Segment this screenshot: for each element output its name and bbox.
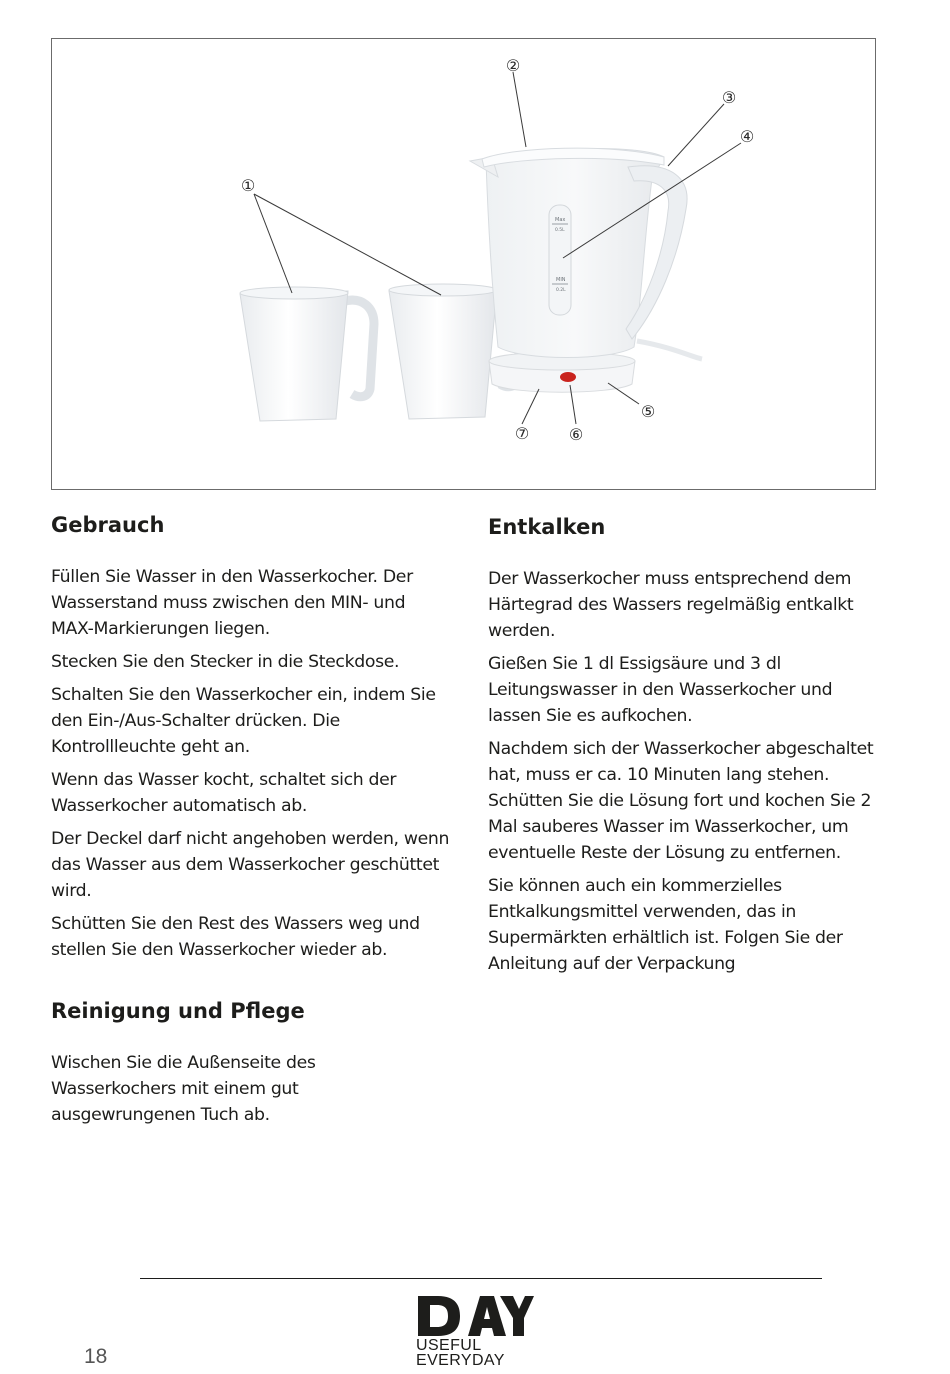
paragraph: Schalten Sie den Wasserkocher ein, indem Sie den Ein-/Aus-Schalter drücken. Die Kontrollleuchte geht an. — [51, 685, 436, 757]
tagline-useful: USEFUL — [416, 1337, 482, 1354]
paragraph: Stecken Sie den Stecker in die Steckdose. — [51, 652, 400, 672]
power-switch-indicator — [560, 372, 576, 382]
callout-2: ② — [505, 56, 521, 75]
paragraph: Wenn das Wasser kocht, schaltet sich der Wasserkocher automatisch ab. — [51, 770, 397, 816]
day-logo — [416, 1294, 536, 1370]
paragraph: Schütten Sie den Rest des Wassers weg und stellen Sie den Wasserkocher wieder ab. — [51, 914, 420, 960]
max-label: Max — [555, 217, 566, 223]
paragraph: Der Deckel darf nicht angehoben werden, wenn das Wasser aus dem Wasserkocher geschüttet wird. — [51, 829, 450, 901]
heading-gebrauch: Gebrauch — [51, 513, 165, 537]
paragraph: Sie können auch ein kommerzielles Entkalkungsmittel verwenden, das in Supermärkten erhältlich ist. Folgen Sie der Anleitung auf der Verpackung — [488, 876, 843, 974]
product-figure — [51, 38, 876, 490]
heading-reinigung-und-pflege: Reinigung und Pflege — [51, 999, 305, 1023]
kettle-body — [470, 148, 687, 357]
paragraph: Füllen Sie Wasser in den Wasserkocher. Der Wasserstand muss zwischen den MIN- und MAX-Markierungen liegen. — [51, 567, 413, 639]
power-cord — [637, 341, 702, 359]
right-column — [488, 510, 888, 984]
max-volume-label: 0.5L — [555, 228, 565, 233]
callout-4: ④ — [739, 127, 755, 146]
paragraph: Der Wasserkocher muss entsprechend dem Härtegrad des Wassers regelmäßig entkalkt werden. — [488, 569, 854, 641]
callout-3: ③ — [721, 88, 737, 107]
callout-7: ⑦ — [514, 424, 530, 443]
page-number: 18 — [84, 1345, 108, 1368]
left-column — [51, 508, 451, 1135]
heading-entkalken: Entkalken — [488, 515, 606, 539]
min-label: MIN — [556, 277, 566, 283]
callout-6: ⑥ — [568, 425, 584, 444]
day-wordmark — [416, 1294, 536, 1338]
paragraph: Wischen Sie die Außenseite des Wasserkochers mit einem gut ausgewrungenen Tuch ab. — [51, 1053, 316, 1125]
tagline-everyday: EVERYDAY — [416, 1352, 505, 1369]
paragraph: Gießen Sie 1 dl Essigsäure und 3 dl Leitungswasser in den Wasserkocher und lassen Sie es aufkochen. — [488, 654, 833, 726]
footer-divider — [140, 1278, 822, 1279]
min-volume-label: 0.2L — [556, 288, 566, 293]
callout-1: ① — [240, 176, 256, 195]
kettle-set-illustration — [52, 39, 877, 491]
paragraph: Nachdem sich der Wasserkocher abgeschaltet hat, muss er ca. 10 Minuten lang stehen. Schütten Sie die Lösung fort und kochen Sie 2 Mal sauberes Wasser im Wasserkocher, um eventuelle Reste der Lösung zu entfernen. — [488, 739, 874, 863]
callout-5: ⑤ — [640, 402, 656, 421]
cup-left — [240, 287, 374, 421]
